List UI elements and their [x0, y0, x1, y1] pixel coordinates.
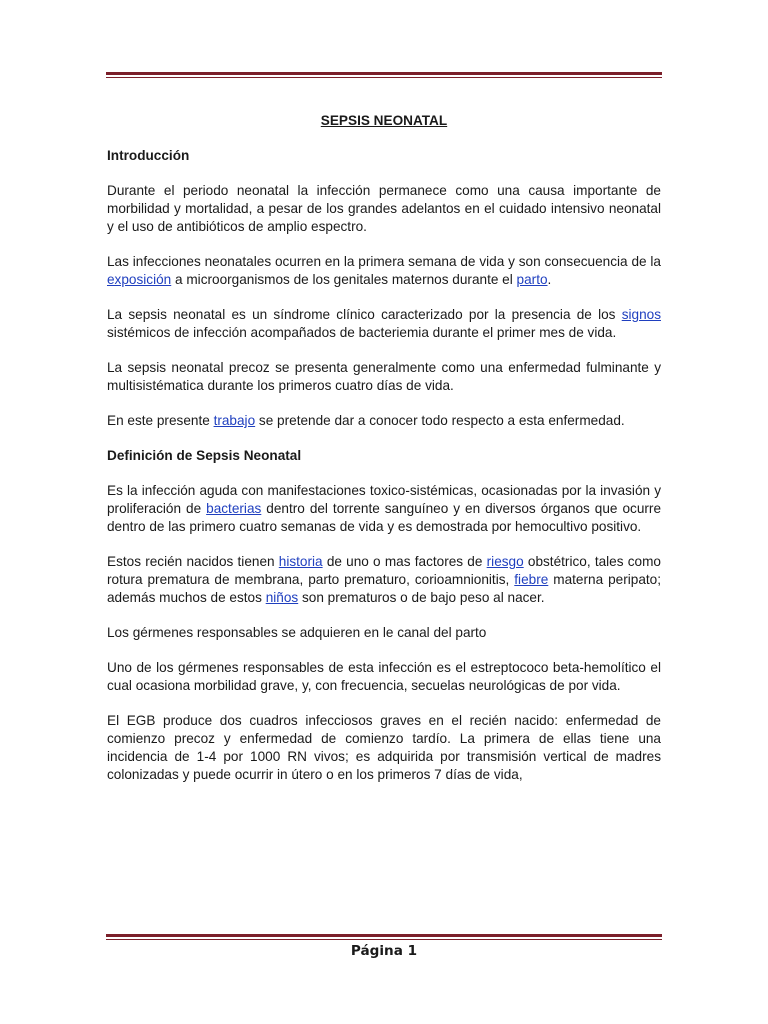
- paragraph-7-text-1: Estos recién nacidos tienen: [107, 554, 279, 569]
- paragraph-8: Los gérmenes responsables se adquieren en le canal del parto: [107, 625, 487, 640]
- definition-heading: Definición de Sepsis Neonatal: [107, 448, 302, 463]
- page-number: Página 1: [350, 943, 418, 959]
- paragraph-7-text-4: materna peripato; además muchos de estos: [107, 572, 662, 605]
- paragraph-3-text-1: La sepsis neonatal es un síndrome clínico caracterizado por la presencia de los: [107, 307, 622, 322]
- footer-rule: [106, 934, 662, 940]
- paragraph-4: La sepsis neonatal precoz se presenta generalmente como una enfermedad fulminante y multisistématica durante los primeros cuatro días de vida.: [107, 360, 661, 393]
- link-fiebre[interactable]: fiebre: [514, 572, 549, 587]
- paragraph-6: [107, 482, 661, 536]
- paragraph-5: [107, 412, 661, 430]
- header-rule: [106, 72, 662, 78]
- paragraph-5-text-2: se pretende dar a conocer todo respecto a esta enfermedad.: [255, 413, 625, 428]
- paragraph-2-text-3: .: [547, 272, 552, 287]
- paragraph-1: Durante el periodo neonatal la infección permanece como una causa importante de morbilidad y mortalidad, a pesar de los grandes adelantos en el cuidado intensivo neonatal y el uso de antibióticos de amplio espectro.: [107, 183, 661, 234]
- link-trabajo[interactable]: trabajo: [213, 413, 256, 428]
- document-title: SEPSIS NEONATAL: [320, 113, 448, 128]
- link-riesgo[interactable]: riesgo: [486, 554, 524, 569]
- paragraph-7-text-5: son prematuros o de bajo peso al nacer.: [298, 590, 545, 605]
- paragraph-7: [107, 553, 661, 607]
- paragraph-7-text-3: obstétrico, tales como rotura prematura de membrana, parto prematuro, corioamnionitis,: [107, 554, 661, 587]
- paragraph-5-text-1: En este presente: [107, 413, 214, 428]
- paragraph-3-text-2: sistémicos de infección acompañados de bacteriemia durante el primer mes de vida.: [107, 325, 617, 340]
- paragraph-6-text-2: dentro del torrente sanguíneo y en diversos órganos que ocurre dentro de las primero cuatro semanas de vida y es demostrada por hemocultivo positivo.: [107, 501, 661, 534]
- paragraph-7-text-2: de uno o mas factores de: [322, 554, 487, 569]
- link-bacterias[interactable]: bacterias: [206, 501, 262, 516]
- paragraph-10: El EGB produce dos cuadros infecciosos graves en el recién nacido: enfermedad de comienzo precoz y enfermedad de comienzo tardío. La primera de ellas tiene una incidencia de 1-4 por 1000 RN vivos; es adquirida por transmisión vertical de madres colonizadas y puede ocurrir in útero o en los primeros 7 días de vida,: [107, 713, 661, 782]
- link-ninos[interactable]: niños: [265, 590, 299, 605]
- intro-heading: Introducción: [107, 148, 190, 163]
- paragraph-3: [107, 306, 661, 342]
- document-body: [107, 112, 661, 801]
- paragraph-2-text-1: Las infecciones neonatales ocurren en la primera semana de vida y son consecuencia de la: [107, 254, 661, 269]
- paragraph-2: [107, 253, 661, 289]
- link-exposicion[interactable]: exposición: [107, 272, 172, 287]
- paragraph-2-text-2: a microorganismos de los genitales maternos durante el: [171, 272, 517, 287]
- paragraph-6-text-1: Es la infección aguda con manifestaciones toxico-sistémicas, ocasionadas por la invasión y proliferación de: [107, 483, 661, 516]
- link-parto[interactable]: parto: [516, 272, 548, 287]
- paragraph-9: Uno de los gérmenes responsables de esta infección es el estreptococo beta-hemolítico el cual ocasiona morbilidad grave, y, con frecuencia, secuelas neurológicas de por vida.: [107, 660, 661, 693]
- link-signos[interactable]: signos: [621, 307, 661, 322]
- link-historia[interactable]: historia: [278, 554, 323, 569]
